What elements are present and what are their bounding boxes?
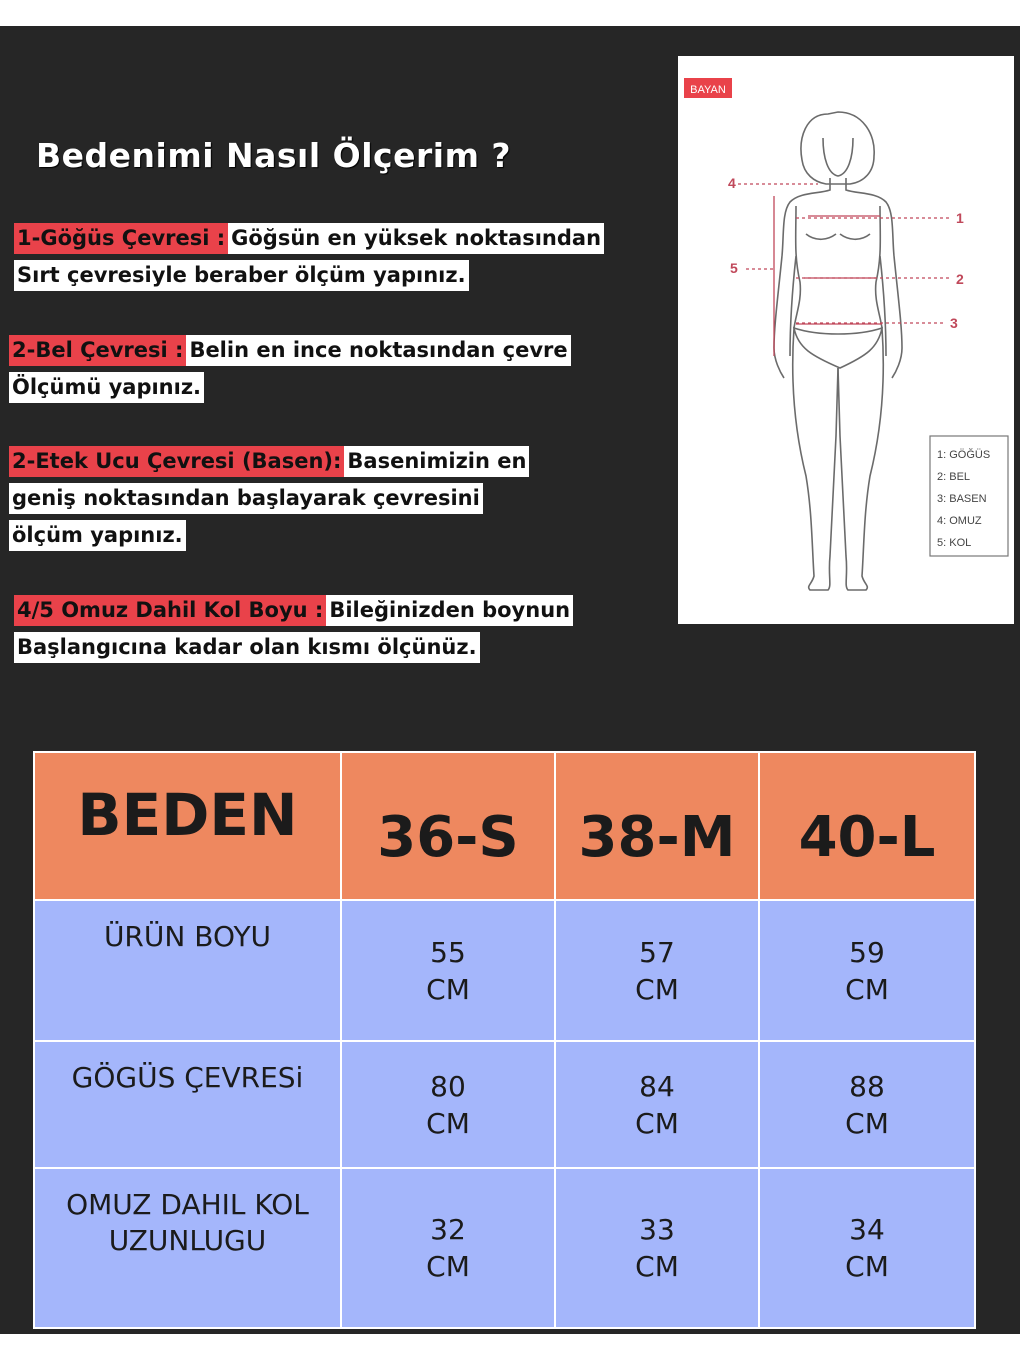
instruction-text: Başlangıcına kadar olan kısmı ölçünüz. — [14, 632, 480, 663]
cell-value: 55 — [430, 935, 466, 969]
marker-4: 4 — [728, 175, 736, 191]
cell-unit: CM — [426, 1250, 470, 1283]
cell-value: 84 — [639, 1069, 675, 1103]
instruction-text: Ölçümü yapınız. — [9, 372, 204, 403]
table-cell — [555, 1041, 759, 1168]
cell-unit: CM — [635, 972, 679, 1006]
body-measurement-figure — [678, 56, 1014, 624]
row-label — [34, 900, 341, 1041]
table-cell — [759, 900, 975, 1041]
marker-5: 5 — [730, 260, 738, 276]
instruction-text: Göğsün en yüksek noktasından — [228, 223, 604, 254]
cell-value: 32 — [430, 1213, 466, 1246]
marker-1: 1 — [956, 210, 964, 226]
cell-value: 57 — [639, 935, 675, 969]
legend-item: 4: OMUZ — [937, 515, 982, 527]
instruction-chest — [14, 220, 604, 294]
row-label-text: UZUNLUGU — [108, 1224, 267, 1257]
marker-2: 2 — [956, 271, 964, 287]
row-label — [34, 1168, 341, 1328]
instruction-text: Sırt çevresiyle beraber ölçüm yapınız. — [14, 260, 469, 291]
cell-unit: CM — [426, 972, 470, 1006]
instruction-sleeve — [14, 592, 573, 666]
cell-value: 34 — [849, 1213, 885, 1246]
instruction-label: 4/5 Omuz Dahil Kol Boyu : — [14, 595, 326, 626]
table-cell — [759, 1041, 975, 1168]
table-cell — [555, 900, 759, 1041]
table-cell — [341, 900, 555, 1041]
table-cell — [341, 1041, 555, 1168]
row-label — [34, 1041, 341, 1168]
cell-value: 80 — [430, 1069, 466, 1103]
cell-unit: CM — [845, 972, 889, 1006]
table-row — [34, 900, 975, 1041]
header-size: 38-M — [555, 752, 759, 900]
instruction-label: 1-Göğüs Çevresi : — [14, 223, 228, 254]
cell-value: 88 — [849, 1069, 885, 1103]
legend-item: 1: GÖĞÜS — [937, 449, 991, 461]
row-label-text: OMUZ DAHIL KOL — [66, 1188, 309, 1221]
instruction-text: geniş noktasından başlayarak çevresini — [9, 483, 483, 514]
row-label-text: ÜRÜN BOYU — [103, 920, 272, 953]
legend-item: 2: BEL — [937, 471, 971, 483]
instruction-text: ölçüm yapınız. — [9, 520, 186, 551]
table-row — [34, 1041, 975, 1168]
legend-item: 3: BASEN — [937, 493, 987, 505]
measurement-lines — [738, 184, 950, 356]
cell-value: 33 — [639, 1213, 675, 1246]
row-label-text: GÖGÜS ÇEVRESi — [71, 1061, 304, 1094]
table-cell — [341, 1168, 555, 1328]
table-cell — [759, 1168, 975, 1328]
instruction-hip — [9, 443, 529, 554]
instruction-text: Belin en ince noktasından çevre — [186, 335, 570, 366]
marker-3: 3 — [950, 315, 958, 331]
header-size: 40-L — [759, 752, 975, 900]
header-size: 36-S — [341, 752, 555, 900]
cell-value: 59 — [849, 935, 885, 969]
cell-unit: CM — [845, 1106, 889, 1140]
instruction-label: 2-Bel Çevresi : — [9, 335, 186, 366]
header-beden: BEDEN — [34, 752, 341, 900]
instruction-text: Bileğinizden boynun — [326, 595, 573, 626]
cell-unit: CM — [635, 1250, 679, 1283]
cell-unit: CM — [426, 1106, 470, 1140]
bayan-tag: BAYAN — [690, 84, 726, 96]
instruction-label: 2-Etek Ucu Çevresi (Basen): — [9, 446, 344, 477]
cell-unit: CM — [845, 1250, 889, 1283]
table-cell — [555, 1168, 759, 1328]
instruction-text: Basenimizin en — [344, 446, 529, 477]
table-header-row — [34, 752, 975, 900]
table-row — [34, 1168, 975, 1328]
size-chart-table — [33, 751, 976, 1329]
legend-item: 5: KOL — [937, 537, 972, 549]
instruction-waist — [9, 332, 571, 406]
page-title: Bedenimi Nasıl Ölçerim ? — [36, 136, 512, 175]
cell-unit: CM — [635, 1106, 679, 1140]
